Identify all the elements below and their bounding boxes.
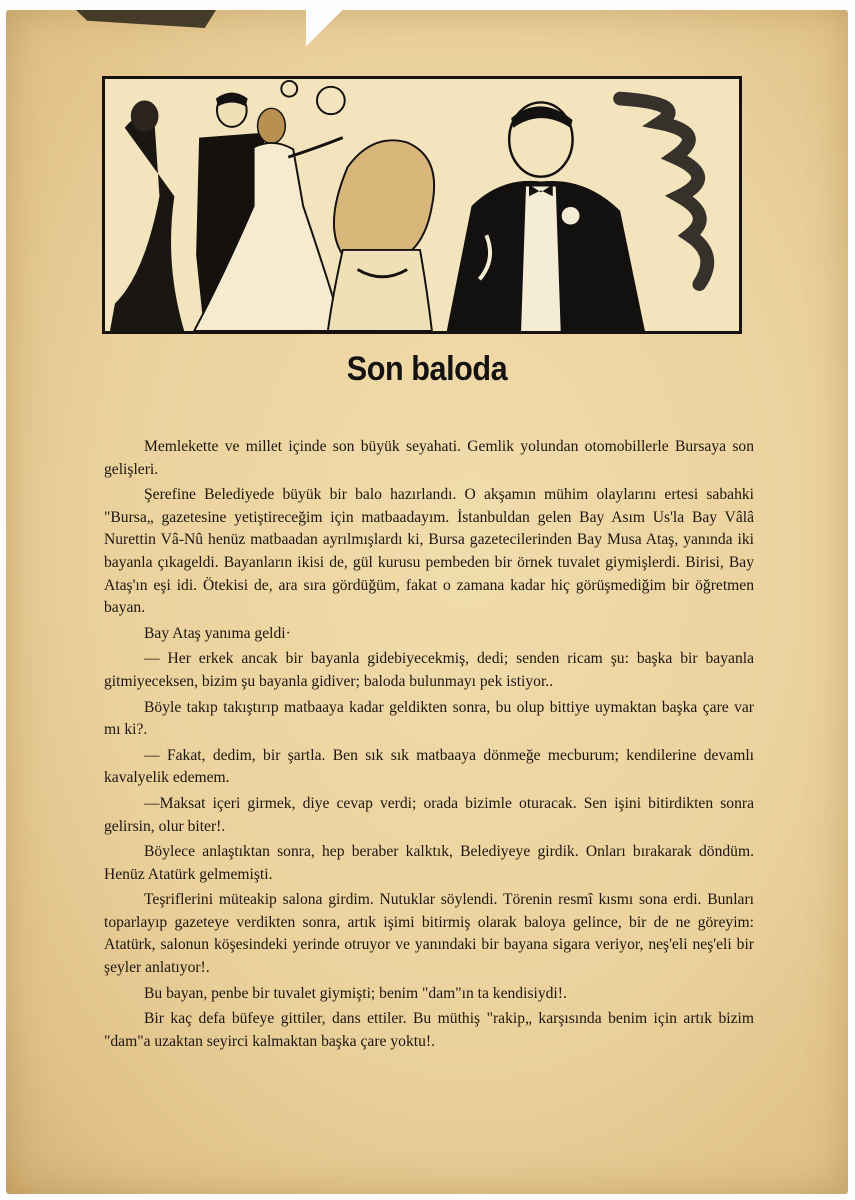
ballroom-dancers-icon [105, 79, 739, 331]
paragraph: Bay Ataş yanıma geldi· [144, 624, 291, 642]
paragraph: Bu bayan, penbe bir tuvalet giymişti; benim "dam"ın ta kendisiydi!. [144, 984, 567, 1002]
newspaper-page [6, 10, 848, 1194]
article-title: Son baloda [346, 350, 508, 388]
ballroom-illustration [102, 76, 742, 334]
article-body [104, 436, 754, 1056]
paragraph: Şerefine Belediyede büyük bir balo hazırlandı. O akşamın mühim olaylarını ertesi sabahki "Bursa„ gazetesine yetiştireceğim için matbaadayım. İstanbuldan gelen Bay Asım Us'la Bay Vâlâ Nurettin Vâ-Nû henüz matbaadan ayrılmışlardı ki, Bursa gazetecilerinden Bay Musa Ataş, yanında iki bayanla çıkageldi. Bayanların ikisi de, gül kurusu pembeden bir örnek tuvalet giymişlerdi. Birisi, Bay Ataş'ın eşi idi. Ötekisi de, ara sıra gördüğüm, fakat o zamana kadar hiç görüşmediğim bir öğretmen bayan. [104, 486, 754, 617]
paragraph: Böylece anlaştıktan sonra, hep beraber kalktık, Belediyeye girdik. Onları bırakarak döndüm. Henüz Atatürk gelmemişti. [104, 843, 754, 883]
paragraph: Memlekette ve millet içinde son büyük seyahati. Gemlik yolundan otomobillerle Bursaya son gelişleri. [104, 438, 754, 478]
paragraph: Teşriflerini müteakip salona girdim. Nutuklar söylendi. Törenin resmî kısmı sona erdi. Bunları toparlayıp gazeteye verdikten sonra, artık işimi bitirmiş olarak baloya gelince, bir de ne göreyim: Atatürk, salonun köşesindeki yerinde otruyor ve yanındaki bir bayana sigara veriyor, neş'eli neş'eli bir şeyler anlatıyor!. [104, 891, 754, 977]
paragraph: — Her erkek ancak bir bayanla gidebiyecekmiş, dedi; senden ricam şu: başka bir bayanla gitmiyeceksen, bizim şu bayanla gidiver; baloda bulunmayı pek istiyor.. [104, 650, 754, 690]
torn-edge [306, 10, 346, 50]
paragraph: — Fakat, dedim, bir şartla. Ben sık sık matbaaya dönmeğe mecburum; kendilerine devamlı kavalyelik edemem. [104, 746, 754, 787]
paragraph: Böyle takıp takıştırıp matbaaya kadar geldikten sonra, bu olup bittiye uymaktan başka çare var mı ki?. [104, 698, 754, 739]
paragraph: —Maksat içeri girmek, diye cevap verdi; orada bizimle oturacak. Sen işini bitirdikten sonra gelirsin, olur biter!. [104, 794, 754, 835]
page-damage [76, 10, 216, 28]
paragraph: Bir kaç defa büfeye gittiler, dans ettiler. Bu müthiş "rakip„ karşısında benim için artık bizim "dam"a uzaktan seyirci kalmaktan başka çare yoktu!. [104, 1010, 754, 1050]
